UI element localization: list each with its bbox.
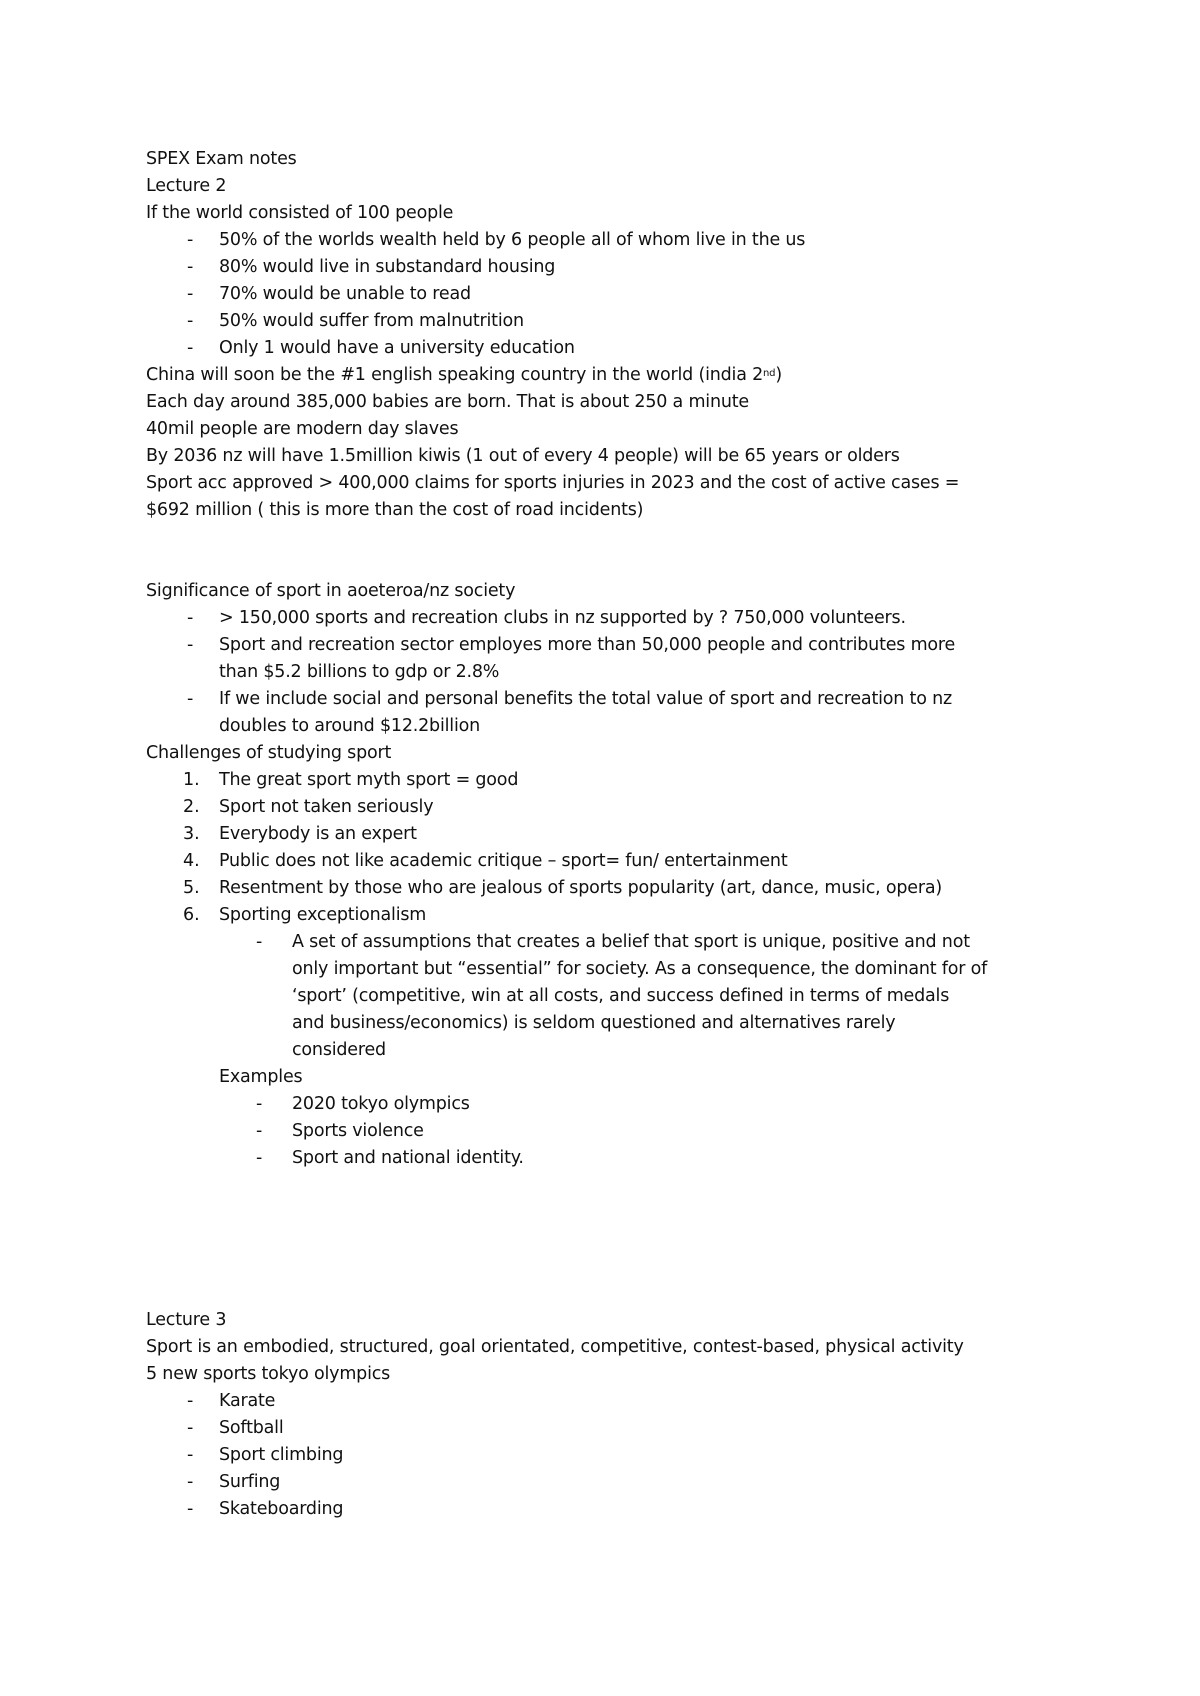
list-item-continuation: than $5.2 billions to gdp or 2.8%: [219, 662, 500, 682]
bullet-dash: -: [187, 1418, 194, 1438]
list-item: Softball: [219, 1418, 284, 1438]
lecture-3-heading: Lecture 3: [146, 1310, 227, 1330]
document-title: SPEX Exam notes: [146, 149, 297, 169]
list-item: Karate: [219, 1391, 276, 1411]
sport-definition: Sport is an embodied, structured, goal orientated, competitive, contest-based, physical activity: [146, 1337, 964, 1357]
bullet-dash: -: [187, 311, 194, 331]
list-item: If we include social and personal benefits the total value of sport and recreation to nz: [219, 689, 952, 709]
numbered-item: The great sport myth sport = good: [219, 770, 519, 790]
list-number: 3.: [183, 824, 200, 844]
list-item: 50% of the worlds wealth held by 6 people all of whom live in the us: [219, 230, 806, 250]
list-item: Sport climbing: [219, 1445, 344, 1465]
china-fact-text: China will soon be the #1 english speaking country in the world (india 2: [146, 365, 764, 385]
list-number: 6.: [183, 905, 200, 925]
exceptionalism-text: and business/economics) is seldom questioned and alternatives rarely: [292, 1013, 896, 1033]
bullet-dash: -: [256, 1148, 263, 1168]
list-item: > 150,000 sports and recreation clubs in nz supported by ? 750,000 volunteers.: [219, 608, 906, 628]
bullet-dash: -: [187, 284, 194, 304]
list-number: 1.: [183, 770, 200, 790]
bullet-dash: -: [187, 635, 194, 655]
bullet-dash: -: [187, 1391, 194, 1411]
bullet-dash: -: [256, 932, 263, 952]
list-item: Sport and recreation sector employes more than 50,000 people and contributes more: [219, 635, 956, 655]
kiwis-fact: By 2036 nz will have 1.5million kiwis (1 out of every 4 people) will be 65 years or olders: [146, 446, 900, 466]
list-number: 2.: [183, 797, 200, 817]
acc-fact-line-1: Sport acc approved > 400,000 claims for sports injuries in 2023 and the cost of active cases =: [146, 473, 960, 493]
china-fact-superscript: nd: [763, 368, 776, 379]
list-item: 50% would suffer from malnutrition: [219, 311, 524, 331]
list-item: Sports violence: [292, 1121, 424, 1141]
exceptionalism-text: considered: [292, 1040, 386, 1060]
bullet-dash: -: [256, 1094, 263, 1114]
list-number: 4.: [183, 851, 200, 871]
world-intro: If the world consisted of 100 people: [146, 203, 454, 223]
challenges-heading: Challenges of studying sport: [146, 743, 392, 763]
list-item: Only 1 would have a university education: [219, 338, 575, 358]
acc-fact-line-2: $692 million ( this is more than the cost of road incidents): [146, 500, 644, 520]
list-item-continuation: doubles to around $12.2billion: [219, 716, 481, 736]
bullet-dash: -: [187, 608, 194, 628]
numbered-item: Public does not like academic critique – sport= fun/ entertainment: [219, 851, 788, 871]
bullet-dash: -: [187, 1472, 194, 1492]
exceptionalism-text: ‘sport’ (competitive, win at all costs, and success defined in terms of medals: [292, 986, 950, 1006]
china-fact-end: ): [775, 365, 782, 385]
bullet-dash: -: [187, 1499, 194, 1519]
bullet-dash: -: [187, 1445, 194, 1465]
list-item: 70% would be unable to read: [219, 284, 471, 304]
babies-fact: Each day around 385,000 babies are born. That is about 250 a minute: [146, 392, 749, 412]
lecture-2-heading: Lecture 2: [146, 176, 227, 196]
exceptionalism-text: A set of assumptions that creates a belief that sport is unique, positive and not: [292, 932, 970, 952]
numbered-item: Sporting exceptionalism: [219, 905, 427, 925]
exceptionalism-text: only important but “essential” for society. As a consequence, the dominant for of: [292, 959, 988, 979]
numbered-item: Resentment by those who are jealous of sports popularity (art, dance, music, opera): [219, 878, 942, 898]
bullet-dash: -: [256, 1121, 263, 1141]
bullet-dash: -: [187, 338, 194, 358]
numbered-item: Sport not taken seriously: [219, 797, 434, 817]
bullet-dash: -: [187, 230, 194, 250]
bullet-dash: -: [187, 257, 194, 277]
list-item: Skateboarding: [219, 1499, 344, 1519]
list-number: 5.: [183, 878, 200, 898]
list-item: 80% would live in substandard housing: [219, 257, 556, 277]
china-fact: [146, 362, 782, 389]
significance-heading: Significance of sport in aoeteroa/nz society: [146, 581, 516, 601]
list-item: 2020 tokyo olympics: [292, 1094, 470, 1114]
examples-heading: Examples: [219, 1067, 303, 1087]
list-item: Surfing: [219, 1472, 281, 1492]
slaves-fact: 40mil people are modern day slaves: [146, 419, 459, 439]
new-sports-heading: 5 new sports tokyo olympics: [146, 1364, 391, 1384]
list-item: Sport and national identity.: [292, 1148, 524, 1168]
bullet-dash: -: [187, 689, 194, 709]
numbered-item: Everybody is an expert: [219, 824, 417, 844]
